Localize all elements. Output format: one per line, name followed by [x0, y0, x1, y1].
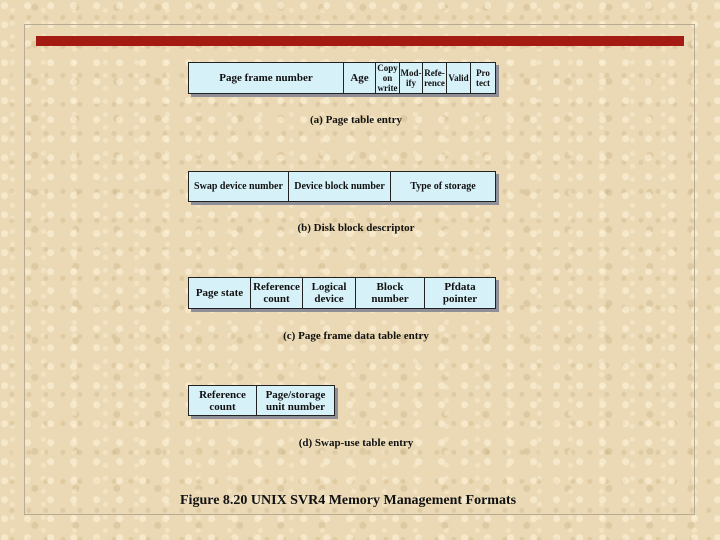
swap-use-table-entry-record	[188, 385, 335, 416]
caption-disk-block-descriptor: (b) Disk block descriptor	[297, 222, 415, 234]
field-protect: Pro tect	[476, 68, 490, 88]
figure-caption: Figure 8.20 UNIX SVR4 Memory Management Formats	[180, 493, 517, 508]
title-accent-bar	[36, 36, 684, 46]
field-page-storage-unit-number: Page/storage unit number	[265, 388, 326, 413]
disk-block-descriptor-record	[188, 171, 496, 202]
field-valid: Valid	[447, 63, 471, 93]
field-age: Age	[344, 63, 376, 93]
caption-page-frame-data-table-entry: (c) Page frame data table entry	[283, 330, 429, 342]
field-block-number: Block number	[356, 278, 425, 308]
field-modify: Mod- ify	[400, 63, 423, 93]
field-reference-count: Reference count	[251, 278, 303, 308]
field-reference-count: Reference count	[189, 386, 257, 415]
field-type-of-storage: Type of storage	[410, 180, 476, 192]
field-page-frame-number: Page frame number	[189, 63, 344, 93]
field-swap-device-number: Swap device number	[189, 172, 289, 201]
field-logical-device: Logical device	[303, 278, 356, 308]
page-table-entry-record	[188, 62, 496, 94]
field-page-state: Page state	[189, 278, 251, 308]
caption-swap-use-table-entry: (d) Swap-use table entry	[298, 437, 414, 449]
page-frame-data-table-entry-record	[188, 277, 496, 309]
caption-page-table-entry: (a) Page table entry	[310, 114, 402, 126]
field-device-block-number: Device block number	[289, 172, 391, 201]
field-pfdata-pointer: Pfdata pointer	[442, 281, 478, 305]
field-reference: Refe- rence	[423, 63, 447, 93]
field-copy-on-write: Copy on write	[376, 63, 400, 93]
